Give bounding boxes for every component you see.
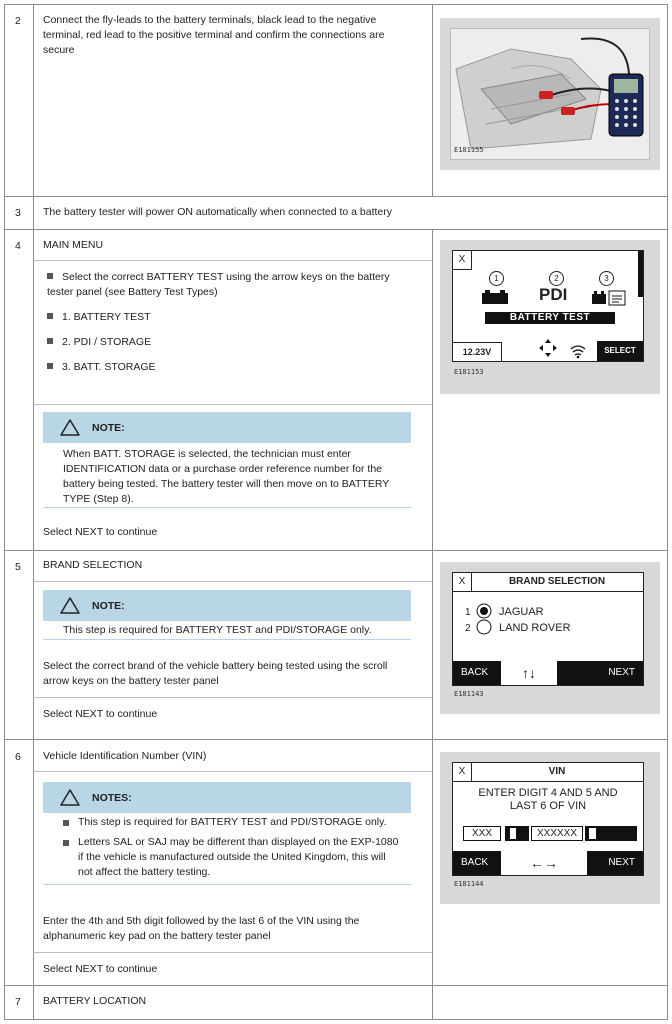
bullet-icon	[47, 273, 53, 279]
step-footer: Select NEXT to continue	[43, 963, 158, 975]
step-text: The battery tester will power ON automatically when connected to a battery	[43, 206, 393, 218]
step-footer: Select NEXT to continue	[43, 708, 158, 720]
bullet-icon	[47, 338, 53, 344]
brand-option: LAND ROVER	[499, 622, 571, 634]
table-left-border	[4, 4, 5, 1020]
close-icon: X	[453, 573, 472, 592]
back-softkey: BACK	[461, 857, 489, 868]
step-number: 6	[15, 751, 21, 763]
arrow-keys-icon	[537, 337, 559, 359]
brand-option: JAGUAR	[499, 606, 544, 618]
note-body	[43, 813, 411, 884]
row-divider	[4, 739, 668, 740]
sub-divider	[33, 260, 432, 261]
note-body: This step is required for BATTERY TEST and PDI/STORAGE only.	[63, 624, 372, 636]
sub-divider	[33, 771, 432, 772]
note-title: NOTE:	[92, 421, 125, 434]
radio-unselected-icon	[476, 619, 492, 635]
voltage-readout: 12.23V	[453, 342, 502, 361]
row-divider	[4, 196, 668, 197]
table-fig-divider	[432, 550, 433, 739]
warning-triangle-icon	[60, 419, 80, 436]
step-text: Enter the 4th and 5th digit followed by the last 6 of the VIN using the alphanumeric key pad on the battery tester panel	[43, 915, 360, 942]
figure-caption: E181153	[454, 368, 484, 376]
figure-caption: E181143	[454, 690, 484, 698]
back-softkey: BACK	[461, 667, 489, 678]
list-item: This step is required for BATTERY TEST and PDI/STORAGE only.	[63, 815, 401, 830]
screen-title: VIN	[471, 763, 643, 782]
close-icon: X	[453, 763, 472, 782]
row-divider	[4, 229, 668, 230]
figure-vin-entry	[440, 752, 660, 904]
tester-screen: X 1 2 3 PDI BATTERY TEST 12.23V SELECT	[452, 250, 644, 362]
table-fig-divider	[432, 229, 433, 550]
figure-caption: E181155	[454, 146, 484, 154]
vin-digit-field	[585, 826, 637, 841]
table-fig-divider	[432, 985, 433, 1020]
step-number: 4	[15, 240, 21, 252]
sub-divider	[33, 404, 432, 405]
list-item: 3. BATT. STORAGE	[47, 360, 156, 375]
bullet-icon	[47, 363, 53, 369]
warning-triangle-icon	[60, 789, 80, 806]
step-number: 2	[15, 15, 21, 27]
note-box	[43, 782, 411, 885]
list-item: 2. PDI / STORAGE	[47, 335, 151, 350]
step-number: 7	[15, 996, 21, 1008]
note-title: NOTES:	[92, 791, 132, 804]
battery-icon	[481, 289, 509, 305]
step-number: 3	[15, 207, 21, 219]
pdi-label: PDI	[539, 285, 568, 304]
row-divider	[4, 550, 668, 551]
note-header	[43, 782, 411, 813]
tester-screen: X BRAND SELECTION 1 JAGUAR 2 LAND ROVER BACK NEXT ↑↓	[452, 572, 644, 686]
radio-selected-icon	[476, 603, 492, 619]
bullet-icon	[47, 313, 53, 319]
sub-divider	[33, 952, 432, 953]
note-box	[43, 590, 411, 640]
list-item: 1. BATTERY TEST	[47, 310, 151, 325]
close-icon: X	[453, 251, 472, 270]
vin-field-prefix: XXX	[463, 826, 501, 841]
battery-tester-illustration	[451, 29, 649, 159]
table-top-border	[4, 4, 668, 5]
step-heading: MAIN MENU	[43, 239, 104, 251]
table-right-border	[667, 4, 668, 1020]
note-header	[43, 590, 411, 621]
step-heading: BRAND SELECTION	[43, 559, 143, 571]
next-softkey: NEXT	[608, 667, 635, 678]
figure-brand-selection	[440, 562, 660, 714]
figure-battery-connection	[440, 18, 660, 170]
screen-title: BRAND SELECTION	[471, 573, 643, 592]
vin-field-suffix: XXXXXX	[531, 826, 583, 841]
wifi-icon	[569, 343, 587, 359]
step-heading: Vehicle Identification Number (VIN)	[43, 750, 207, 762]
note-title: NOTE:	[92, 599, 125, 612]
step-number: 5	[15, 561, 21, 573]
table-num-divider	[33, 4, 34, 1020]
step-text: Connect the fly-leads to the battery terminals, black lead to the negative terminal, red lead to the positive terminal and confirm the connections are secure	[43, 14, 385, 56]
warning-triangle-icon	[60, 597, 80, 614]
list-item: Select the correct BATTERY TEST using the arrow keys on the battery tester panel (see Battery Test Types)	[47, 271, 390, 298]
table-fig-divider	[432, 739, 433, 985]
figure-main-menu	[440, 240, 660, 394]
list-item: Letters SAL or SAJ may be different than displayed on the EXP-1080 if the vehicle is manufactured outside the United Kingdom, this will not affect the battery testing.	[63, 835, 401, 880]
sub-divider	[33, 697, 432, 698]
battery-storage-icon	[591, 289, 627, 307]
note-header	[43, 412, 411, 443]
step-text: Select the correct brand of the vehicle battery being tested using the scroll arrow keys on the battery tester panel	[43, 660, 388, 687]
table-fig-divider	[432, 4, 433, 196]
bullet-icon	[63, 840, 69, 846]
step-footer: Select NEXT to continue	[43, 526, 158, 538]
note-box	[43, 412, 411, 508]
sub-divider	[33, 581, 432, 582]
select-softkey: SELECT	[597, 341, 643, 361]
step-heading: BATTERY LOCATION	[43, 995, 147, 1007]
row-divider	[4, 1019, 668, 1020]
left-right-arrows-icon: ←→	[530, 855, 558, 871]
vin-digit-cursor	[505, 826, 529, 841]
scrollbar	[638, 251, 643, 297]
bullet-icon	[63, 820, 69, 826]
figure-caption: E181144	[454, 880, 484, 888]
tester-screen	[452, 762, 644, 876]
next-softkey: NEXT	[608, 857, 635, 868]
note-body: When BATT. STORAGE is selected, the technician must enter IDENTIFICATION data or a purchase order reference number for the battery being tested. The battery tester will then move on to BATTERY TYPE (Step 8).	[63, 448, 390, 505]
row-divider	[4, 985, 668, 986]
vin-instruction: ENTER DIGIT 4 AND 5 AND LAST 6 OF VIN	[478, 787, 618, 812]
battery-test-banner: BATTERY TEST	[485, 312, 615, 324]
